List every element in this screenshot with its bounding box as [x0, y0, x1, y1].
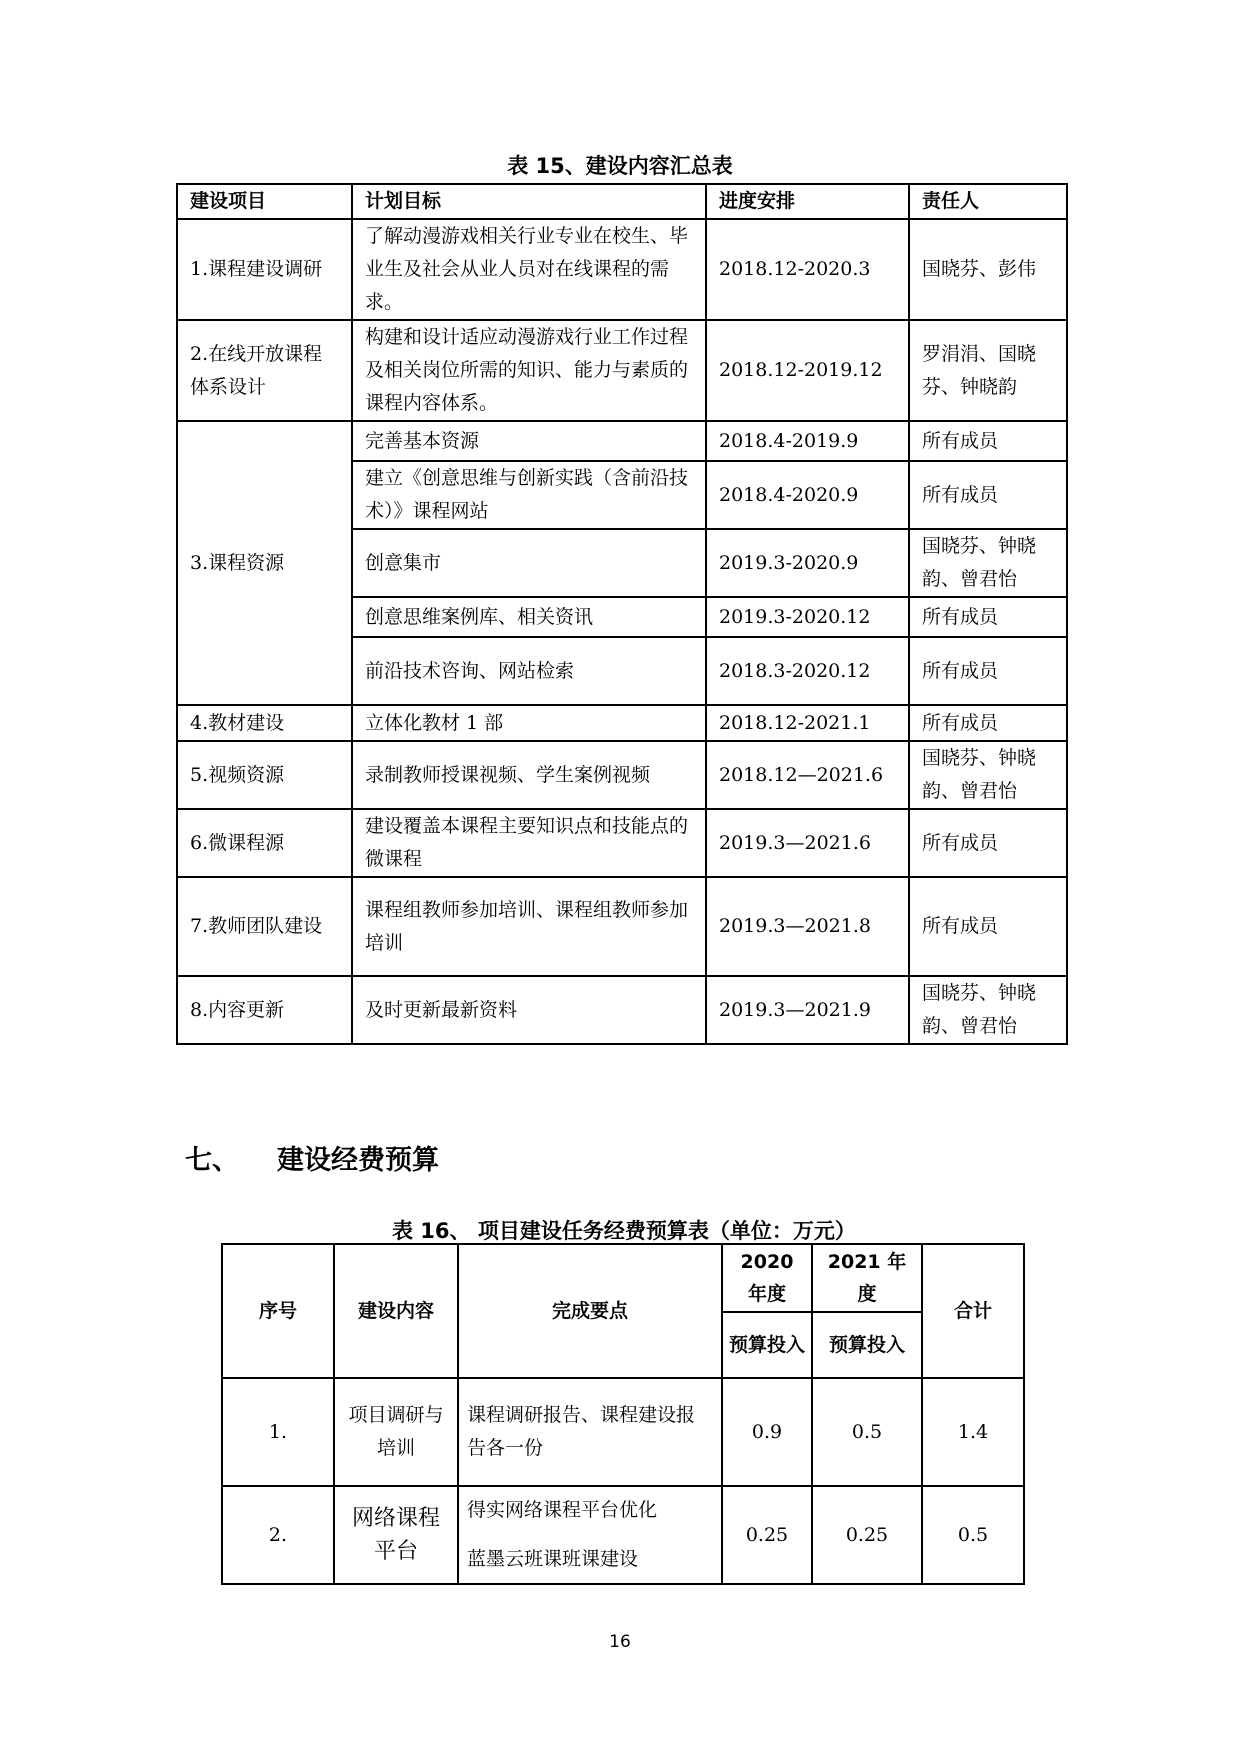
no-cell: 2. — [222, 1486, 334, 1584]
schedule-cell: 2018.12-2020.3 — [706, 219, 909, 320]
schedule-cell: 2018.3-2020.12 — [706, 637, 909, 705]
table-row — [177, 741, 1067, 809]
table16-caption: 表 16、 项目建设任务经费预算表（单位：万元） — [392, 1219, 856, 1243]
header-total: 合计 — [922, 1244, 1024, 1378]
budget-2020-cell: 0.9 — [722, 1378, 812, 1486]
table-row — [177, 809, 1067, 877]
goal-cell: 前沿技术咨询、网站检索 — [352, 637, 706, 705]
item-cell: 7.教师团队建设 — [177, 877, 352, 976]
schedule-cell: 2018.4-2019.9 — [706, 421, 909, 461]
header-budget-2020: 预算投入 — [722, 1312, 812, 1378]
budget-2021-cell: 0.5 — [812, 1378, 922, 1486]
table-row — [177, 421, 1067, 461]
header-schedule: 进度安排 — [706, 184, 909, 219]
owner-cell: 国晓芬、钟晓韵、曾君怡 — [909, 741, 1067, 809]
table-row — [177, 219, 1067, 320]
schedule-cell: 2019.3—2021.6 — [706, 809, 909, 877]
owner-cell: 所有成员 — [909, 461, 1067, 529]
points-line: 蓝墨云班课班课建设 — [467, 1548, 639, 1570]
no-cell: 1. — [222, 1378, 334, 1486]
owner-cell: 所有成员 — [909, 597, 1067, 637]
header-owner: 责任人 — [909, 184, 1067, 219]
owner-cell: 国晓芬、钟晓韵、曾君怡 — [909, 976, 1067, 1044]
goal-cell: 立体化教材 1 部 — [352, 705, 706, 741]
schedule-cell: 2019.3—2021.8 — [706, 877, 909, 976]
header-2021: 2021 年度 — [812, 1244, 922, 1312]
item-cell: 3.课程资源 — [177, 421, 352, 705]
section-title: 建设经费预算 — [277, 1145, 439, 1176]
budget-2020-cell: 0.25 — [722, 1486, 812, 1584]
header-no: 序号 — [222, 1244, 334, 1378]
owner-cell: 所有成员 — [909, 877, 1067, 976]
item-cell: 6.微课程源 — [177, 809, 352, 877]
goal-cell: 创意思维案例库、相关资讯 — [352, 597, 706, 637]
goal-cell: 创意集市 — [352, 529, 706, 597]
owner-cell: 所有成员 — [909, 809, 1067, 877]
header-2020: 2020 年度 — [722, 1244, 812, 1312]
table-row — [222, 1378, 1024, 1486]
item-cell: 8.内容更新 — [177, 976, 352, 1044]
goal-cell: 完善基本资源 — [352, 421, 706, 461]
points-line: 得实网络课程平台优化 — [467, 1499, 658, 1521]
content-cell: 项目调研与培训 — [334, 1378, 458, 1486]
table-row — [177, 976, 1067, 1044]
goal-cell: 了解动漫游戏相关行业专业在校生、毕业生及社会从业人员对在线课程的需求。 — [352, 219, 706, 320]
schedule-cell: 2018.12-2019.12 — [706, 320, 909, 421]
goal-cell: 建立《创意思维与创新实践（含前沿技术）》课程网站 — [352, 461, 706, 529]
content-cell: 网络课程平台 — [334, 1486, 458, 1584]
section-number: 七、 — [185, 1145, 239, 1176]
goal-cell: 录制教师授课视频、学生案例视频 — [352, 741, 706, 809]
header-budget-2021: 预算投入 — [812, 1312, 922, 1378]
item-cell: 5.视频资源 — [177, 741, 352, 809]
item-cell: 4.教材建设 — [177, 705, 352, 741]
header-item: 建设项目 — [177, 184, 352, 219]
header-points: 完成要点 — [458, 1244, 722, 1378]
total-cell: 0.5 — [922, 1486, 1024, 1584]
item-cell: 1.课程建设调研 — [177, 219, 352, 320]
total-cell: 1.4 — [922, 1378, 1024, 1486]
budget-2021-cell: 0.25 — [812, 1486, 922, 1584]
construction-summary-table — [176, 183, 1068, 1045]
table-header-row — [177, 184, 1067, 219]
owner-cell: 国晓芬、钟晓韵、曾君怡 — [909, 529, 1067, 597]
section-heading — [185, 1138, 439, 1177]
table-row — [222, 1486, 1024, 1584]
schedule-cell: 2018.4-2020.9 — [706, 461, 909, 529]
points-cell — [458, 1486, 722, 1584]
table-header-row — [222, 1244, 1024, 1312]
owner-cell: 罗涓涓、国晓芬、钟晓韵 — [909, 320, 1067, 421]
schedule-cell: 2018.12—2021.6 — [706, 741, 909, 809]
owner-cell: 所有成员 — [909, 705, 1067, 741]
owner-cell: 所有成员 — [909, 637, 1067, 705]
header-goal: 计划目标 — [352, 184, 706, 219]
schedule-cell: 2019.3-2020.12 — [706, 597, 909, 637]
points-cell — [458, 1378, 722, 1486]
table-row — [177, 320, 1067, 421]
goal-cell: 建设覆盖本课程主要知识点和技能点的微课程 — [352, 809, 706, 877]
table-row — [177, 705, 1067, 741]
table15-caption: 表 15、建设内容汇总表 — [507, 154, 733, 178]
item-cell: 2.在线开放课程体系设计 — [177, 320, 352, 421]
budget-table — [221, 1243, 1025, 1585]
owner-cell: 所有成员 — [909, 421, 1067, 461]
schedule-cell: 2019.3—2021.9 — [706, 976, 909, 1044]
goal-cell: 课程组教师参加培训、课程组教师参加培训 — [352, 877, 706, 976]
goal-cell: 及时更新最新资料 — [352, 976, 706, 1044]
page-number: 16 — [609, 1632, 631, 1652]
schedule-cell: 2018.12-2021.1 — [706, 705, 909, 741]
owner-cell: 国晓芬、彭伟 — [909, 219, 1067, 320]
header-content: 建设内容 — [334, 1244, 458, 1378]
table-row — [177, 877, 1067, 976]
schedule-cell: 2019.3-2020.9 — [706, 529, 909, 597]
goal-cell: 构建和设计适应动漫游戏行业工作过程及相关岗位所需的知识、能力与素质的课程内容体系。 — [352, 320, 706, 421]
points-line: 课程调研报告、课程建设报告各一份 — [467, 1404, 696, 1459]
